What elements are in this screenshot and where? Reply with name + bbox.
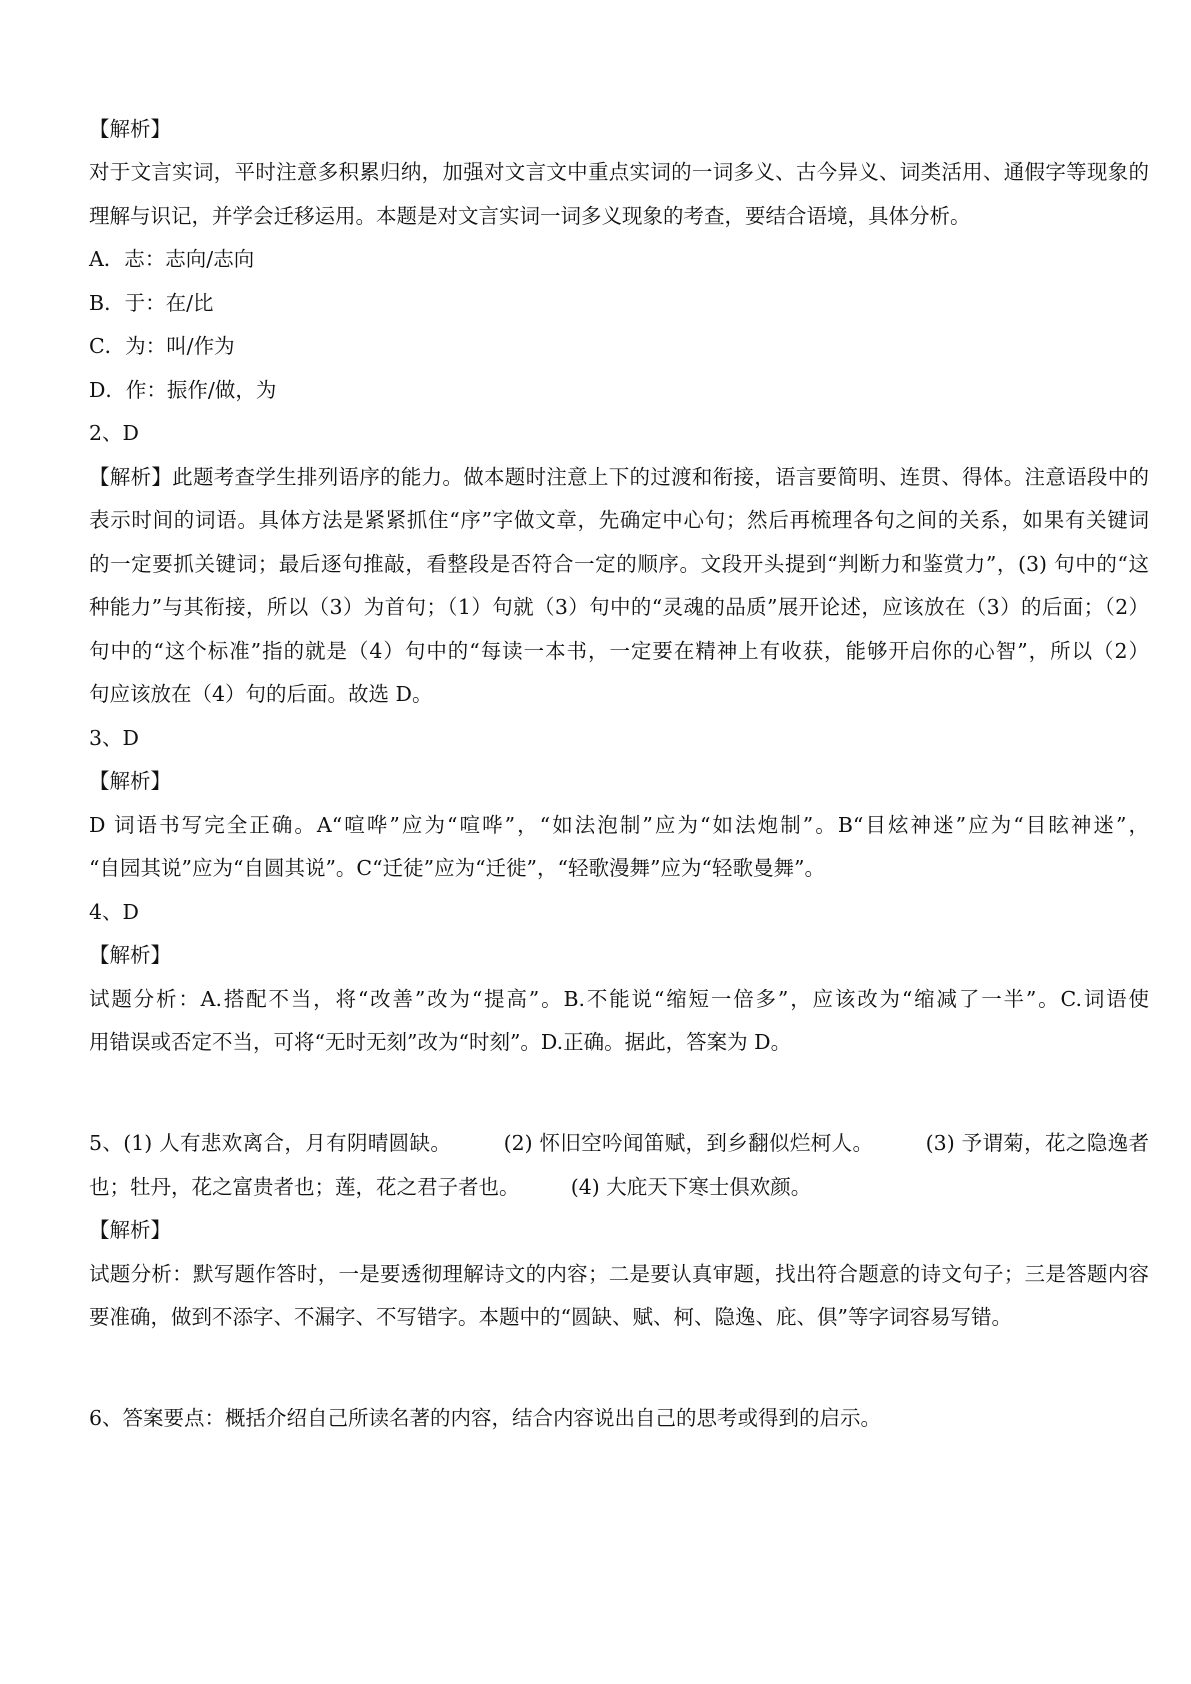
paragraph-line: 对于文言实词，平时注意多积累归纳，加强对文言文中重点实词的一词多义、古今异义、词类活用、通假字等现象的 — [89, 160, 1149, 184]
answer-line: 3、D — [89, 726, 139, 750]
option-item: C．为：叫/作为 — [89, 334, 235, 358]
paragraph-line: 【解析】此题考查学生排列语序的能力。做本题时注意上下的过渡和衔接，语言要简明、连贯、得体。注意语段中的 — [89, 465, 1149, 489]
paragraph-line: 种能力”与其衔接，所以（3）为首句；（1）句就（3）句中的“灵魂的品质”展开论述，应该放在（3）的后面；（2） — [89, 595, 1149, 619]
analysis-label: 【解析】 — [89, 769, 171, 793]
paragraph-line: “自园其说”应为“自圆其说”。C“迁徒”应为“迁徙”，“轻歌漫舞”应为“轻歌曼舞”。 — [89, 856, 825, 880]
option-item: B．于：在/比 — [89, 291, 214, 315]
answer-line: 4、D — [89, 900, 139, 924]
analysis-label: 【解析】 — [89, 117, 171, 141]
paragraph-line: D 词语书写完全正确。A“喧哗”应为“喧哗”，“如法泡制”应为“如法炮制”。B“目炫神迷”应为“目眩神迷”， — [89, 813, 1149, 837]
option-item: D．作：振作/做，为 — [89, 378, 277, 402]
paragraph-line: 5、(1) 人有悲欢离合，月有阴晴圆缺。 (2) 怀旧空吟闻笛赋，到乡翻似烂柯人。 (3) 予谓菊，花之隐逸者 — [89, 1131, 1149, 1155]
option-item: A．志：志向/志向 — [89, 247, 255, 271]
analysis-label: 【解析】 — [89, 1218, 171, 1242]
answer-line: 6、答案要点：概括介绍自己所读名著的内容，结合内容说出自己的思考或得到的启示。 — [89, 1406, 882, 1430]
analysis-label: 【解析】 — [89, 943, 171, 967]
paragraph-line: 用错误或否定不当，可将“无时无刻”改为“时刻”。D.正确。据此，答案为 D。 — [89, 1030, 792, 1054]
paragraph-line: 试题分析：默写题作答时，一是要透彻理解诗文的内容；二是要认真审题，找出符合题意的诗文句子；三是答题内容 — [89, 1262, 1149, 1286]
paragraph-line: 要准确，做到不添字、不漏字、不写错字。本题中的“圆缺、赋、柯、隐逸、庇、俱”等字词容易写错。 — [89, 1305, 1012, 1329]
paragraph-line: 句中的“这个标准”指的就是（4）句中的“每读一本书，一定要在精神上有收获，能够开启你的心智”，所以（2） — [89, 639, 1149, 663]
paragraph-line: 表示时间的词语。具体方法是紧紧抓住“序”字做文章，先确定中心句；然后再梳理各句之间的关系，如果有关键词 — [89, 508, 1149, 532]
paragraph-line: 句应该放在（4）句的后面。故选 D。 — [89, 682, 433, 706]
paragraph-line: 也；牡丹，花之富贵者也；莲，花之君子者也。 (4) 大庇天下寒士俱欢颜。 — [89, 1175, 812, 1199]
answer-line: 2、D — [89, 421, 139, 445]
paragraph-line: 理解与识记，并学会迁移运用。本题是对文言实词一词多义现象的考查，要结合语境，具体分析。 — [89, 204, 971, 228]
paragraph-line: 的一定要抓关键词；最后逐句推敲，看整段是否符合一定的顺序。文段开头提到“判断力和鉴赏力”，(3) 句中的“这 — [89, 552, 1149, 576]
paragraph-line: 试题分析：A.搭配不当，将“改善”改为“提高”。B.不能说“缩短一倍多”，应该改为“缩减了一半”。C.词语使 — [89, 987, 1149, 1011]
